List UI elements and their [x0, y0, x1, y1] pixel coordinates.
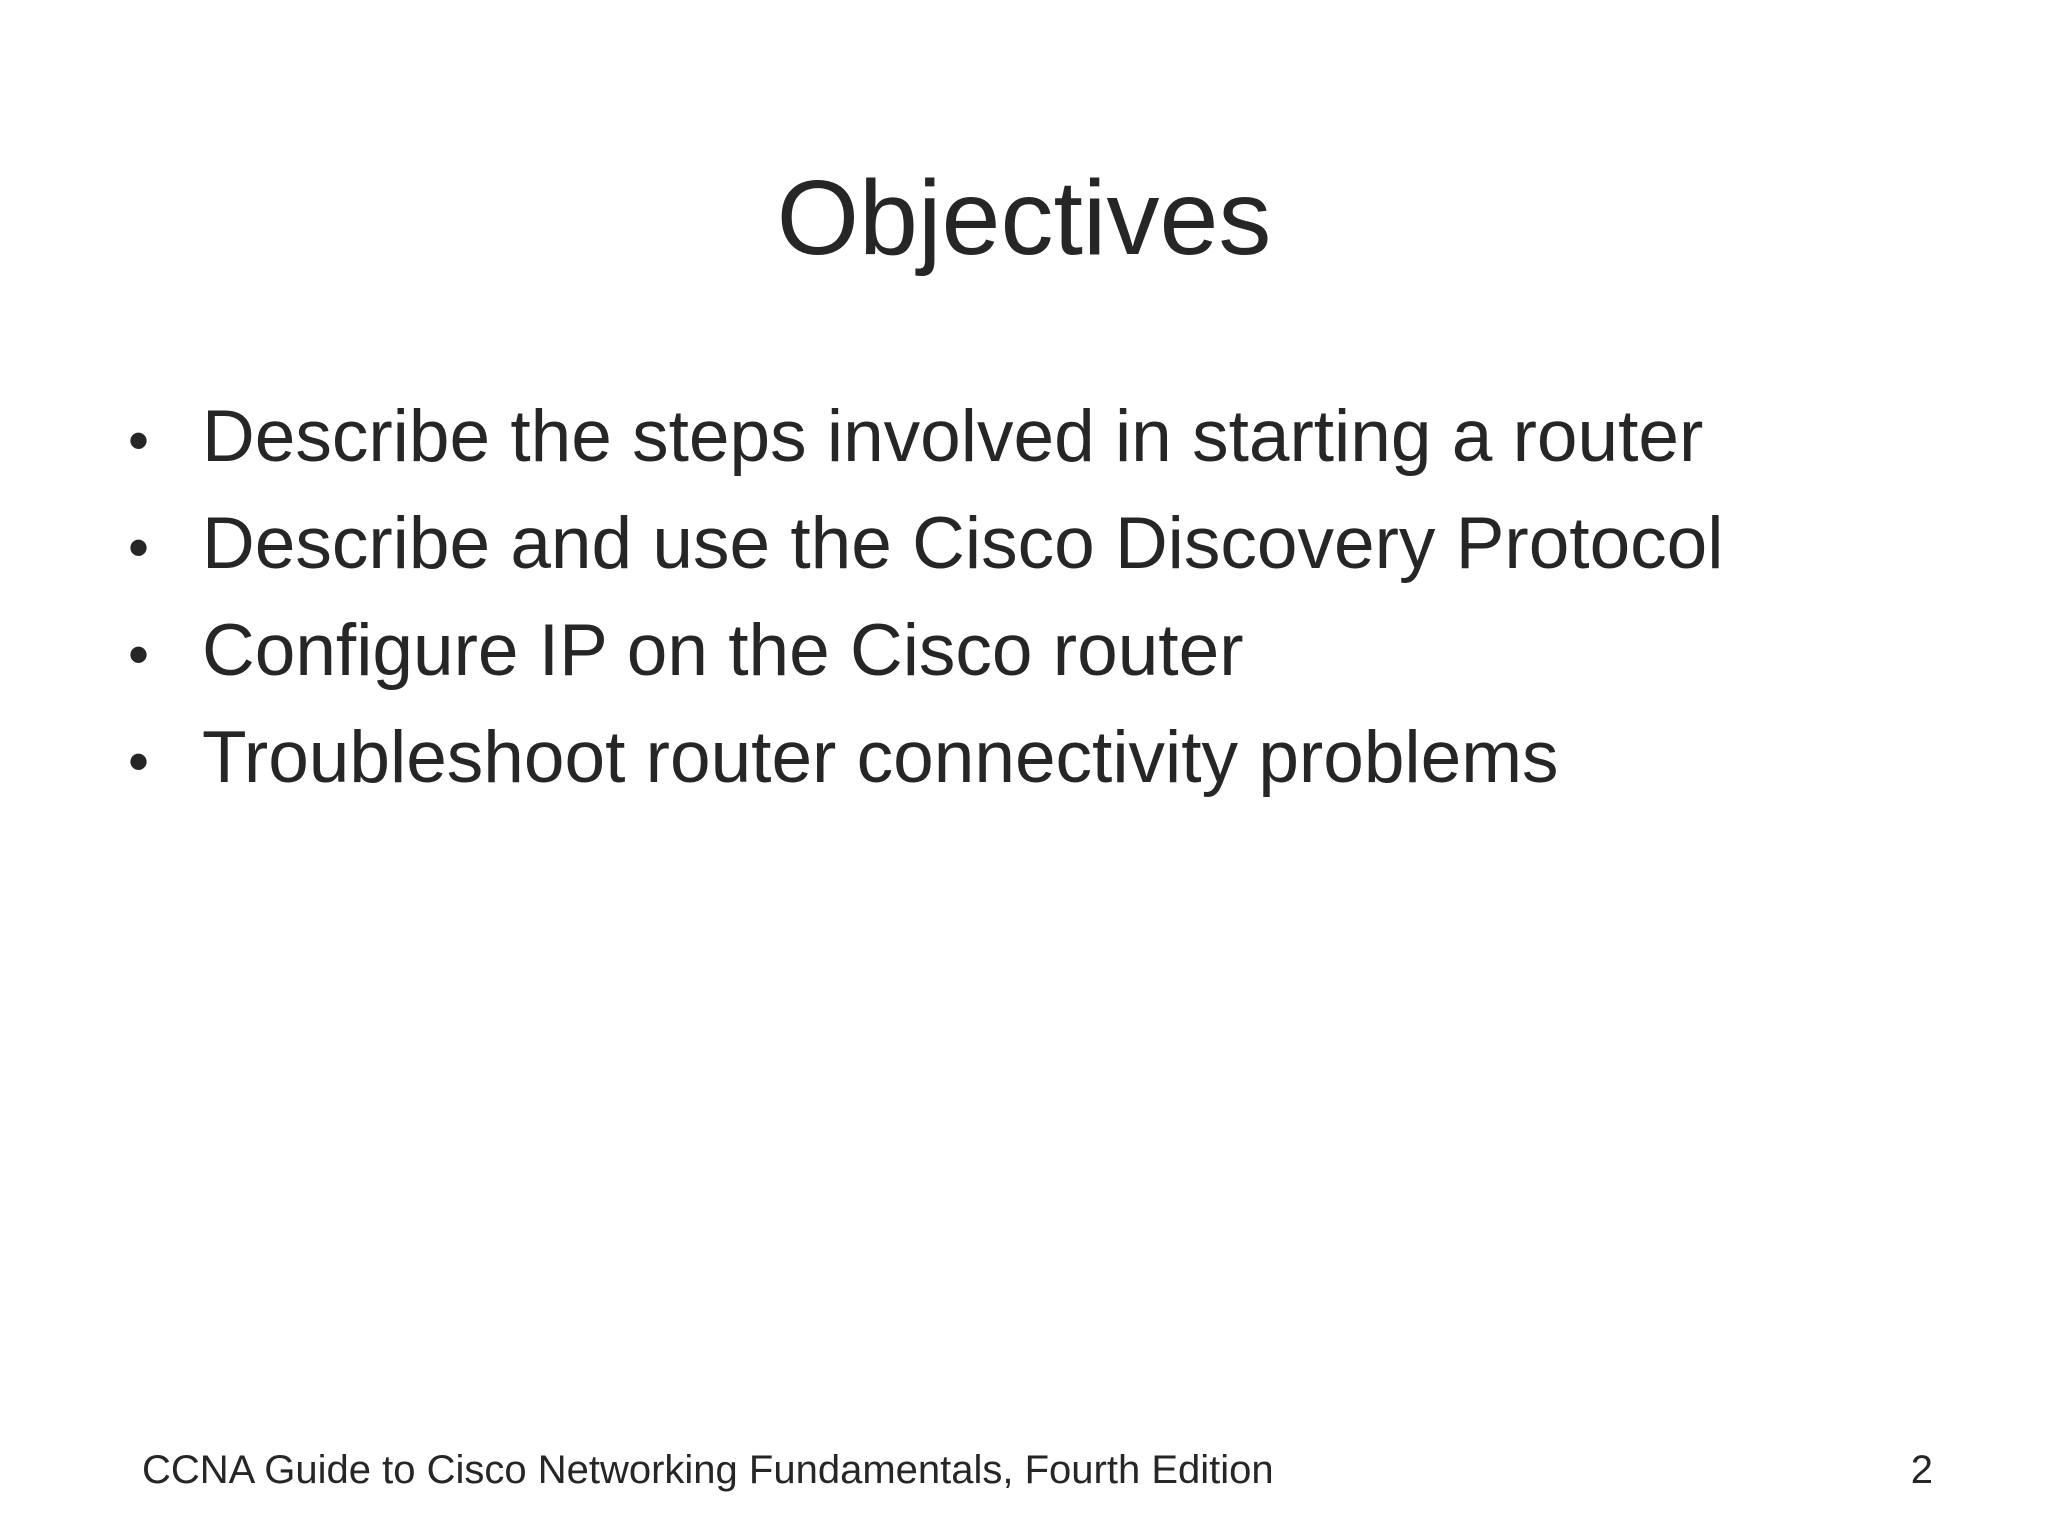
page-number: 2 — [1910, 1448, 1933, 1492]
list-item — [120, 706, 1970, 813]
bullet-icon: • — [128, 621, 150, 688]
bullet-icon: • — [128, 514, 150, 581]
bullet-text: Configure IP on the Cisco router — [202, 610, 1244, 691]
bullet-text: Describe the steps involved in starting a router — [202, 396, 1704, 477]
bullet-icon: • — [128, 728, 150, 795]
objectives-list — [120, 385, 1970, 813]
slide-footer: CCNA Guide to Cisco Networking Fundamentals, Fourth Edition — [142, 1448, 1274, 1492]
list-item — [120, 599, 1970, 706]
bullet-icon: • — [128, 407, 150, 474]
slide-title: Objectives — [776, 159, 1272, 277]
bullet-text: Troubleshoot router connectivity problems — [202, 717, 1559, 798]
bullet-text: Describe and use the Cisco Discovery Protocol — [202, 503, 1724, 584]
list-item — [120, 385, 1970, 492]
list-item — [120, 492, 1970, 599]
